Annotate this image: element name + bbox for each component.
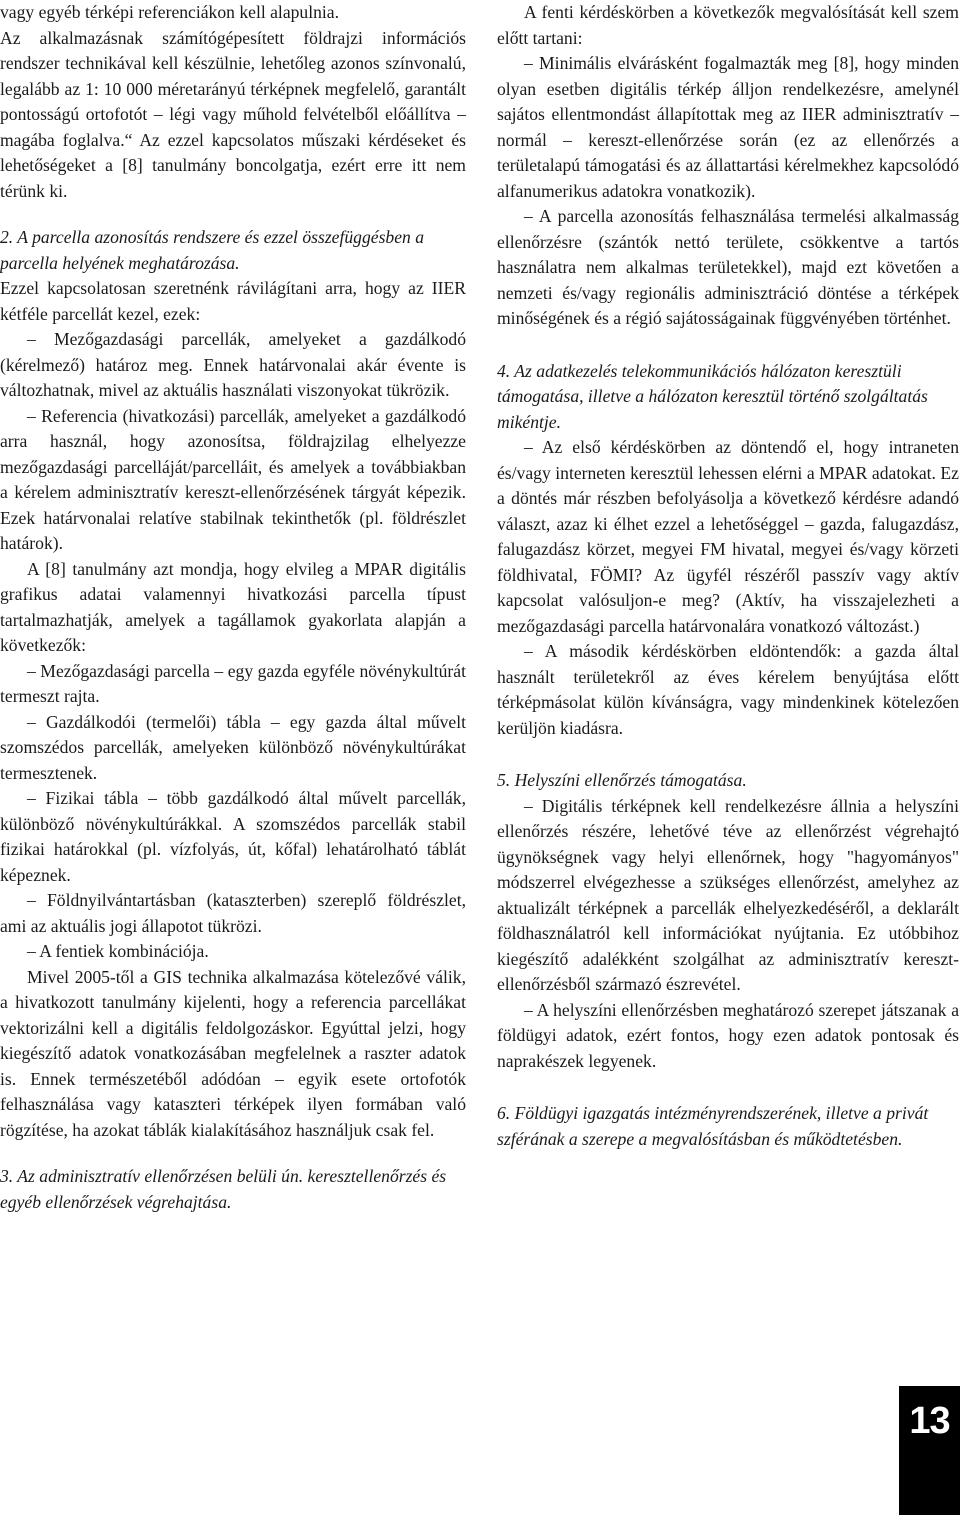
list-item: – A helyszíni ellenőrzésben meghatározó szerepet játszanak a földügyi adatok, ezért fontos, hogy ezen adatok pontosak és naprakészek legyenek. [497,999,959,1071]
section-heading-4: 4. Az adatkezelés telekommunikációs hálózaton keresztüli támogatása, illetve a hálózaton keresztül történő szolgáltatás mikéntje. [497,360,928,432]
paragraph: Ezzel kapcsolatosan szeretnénk rávilágítani arra, hogy az IIER kétféle parcellát kezel, ezek: [0,278,466,324]
right-column [497,0,959,1152]
list-item: – A második kérdéskörben eldöntendők: a gazda által használt területekről az éves kérelem benyújtása előtt térképmásolat külön kívánságra, vagy mindenkinek kötelezően kerüljön kiadásra. [497,641,959,738]
list-item: – Mezőgazdasági parcella – egy gazda egyféle növénykultúrát termeszt rajta. [0,660,466,706]
spacer [497,332,959,359]
spacer [0,1143,466,1164]
left-column [0,0,466,1215]
section-heading-6: 6. Földügyi igazgatás intézményrendszerének, illetve a privát szférának a szerepe a megvalósításban és működtetésben. [497,1103,929,1149]
list-item: – Az első kérdéskörben az döntendő el, hogy intraneten és/vagy interneten keresztül lehessen elérni a MPAR adatokat. Ez a döntés már részben befolyásolja a következő kérdésre adandó választ, azaz ki élhet ezzel a lehetőséggel – gazda, falugazdász, falugazdász körzet, megyei FM hivatal, megyei és/vagy körzeti földhivatal, FÖMI? Az ügyfél részéről passzív vagy aktív kapcsolat valósuljon-e meg? (Aktív, ha visszajelezheti a mezőgazdasági parcella határvonalára vonatkozó változást.) [497,437,959,636]
spacer [497,741,959,768]
list-item: – A parcella azonosítás felhasználása termelési alkalmasság ellenőrzésre (szántók nettó területe, csökkentve a tartós használatra nem alkalmas területekkel), majd ezt követően a nemzeti és/vagy regionális adminisztráció döntése a térképek minőségének és a régió sajátosságainak függvényében történhet. [497,206,959,328]
section-heading-3: 3. Az adminisztratív ellenőrzésen belüli ún. keresztellenőrzés és egyéb ellenőrzések végrehajtása. [0,1166,447,1212]
page-number-badge: 13 [899,1386,960,1515]
list-item: – Fizikai tábla – több gazdálkodó által művelt parcellák, különböző növénykultúrákkal. A szomszédos parcellák stabil fizikai határokkal (pl. vízfolyás, út, kőfal) lehatárolható táblát képeznek. [0,788,466,885]
list-item: – Földnyilvántartásban (kataszterben) szereplő földrészlet, ami az aktuális jogi állapotot tükrözi. [0,890,466,936]
section-heading-5: 5. Helyszíni ellenőrzés támogatása. [497,770,747,790]
list-item: – Digitális térképnek kell rendelkezésre állnia a helyszíni ellenőrzés részére, lehetővé téve az ellenőrzést végrehajtó ügynökségnek vagy helyi ellenőrnek, hogy "hagyományos" módszerrel elvégezhesse a szükséges ellenőrzést, amelyhez az aktualizált térképnek a parcellák elhelyezkedéséről, a deklarált földhasználatról kell információkat nyújtania. Ez utóbbihoz kiegészítő adalékként szolgálhat az adminisztratív kereszt-ellenőrzésből származó észrevétel. [497,795,959,994]
paragraph: Mivel 2005-től a GIS technika alkalmazása kötelezővé válik, a hivatkozott tanulmány kijelenti, hogy a referencia parcellákat vektorizálni kell a digitális feldolgozáskor. Egyúttal jelzi, hogy kiegészítő adatok vonatkozásában megfelelnek a raszter adatok is. Ennek természetéből adódóan – egyik esete ortofotók felhasználása vagy kataszteri térképek ilyen formában való rögzítése, ha azokat táblák kialakításához használjuk csak fel. [0,966,466,1140]
spacer [497,1074,959,1101]
section-heading-2: 2. A parcella azonosítás rendszere és ezzel összefüggésben a parcella helyének meghatározása. [0,227,425,273]
paragraph: vagy egyéb térképi referenciákon kell alapulnia. [0,2,340,22]
list-item: – Referencia (hivatkozási) parcellák, amelyeket a gazdálkodó arra használ, hogy azonosítsa, földrajzilag elhelyezze mezőgazdasági parcelláját/parcelláit, és amelyek a továbbiakban a kérelem adminisztratív kereszt-ellenőrzésének tárgyát képezik. Ezek határvonalai relatíve stabilnak tekinthetők (pl. földrészlet határok). [0,405,466,553]
paragraph: A fenti kérdéskörben a következők megvalósítását kell szem előtt tartani: [497,2,959,48]
list-item: – Gazdálkodói (termelői) tábla – egy gazda által művelt szomszédos parcellák, amelyeken különböző növénykultúrákat termesztenek. [0,711,466,783]
list-item: – Minimális elvárásként fogalmazták meg [8], hogy minden olyan esetben digitális térkép álljon rendelkezésre, amelynél sajátos ellentmondást állapítottak meg az IIER adminisztratív – normál – kereszt-ellenőrzése során (ez az ellenőrzés a területalapú támogatási és az állattartási kérelmekhez kapcsolódó alfanumerikus adatokra vonatkozik). [497,53,959,201]
spacer [0,204,466,225]
list-item: – Mezőgazdasági parcellák, amelyeket a gazdálkodó (kérelmező) határoz meg. Ennek határvonalai akár évente is változhatnak, mivel az aktuális használati viszonyokat tükrözik. [0,329,466,400]
paragraph: A [8] tanulmány azt mondja, hogy elvileg a MPAR digitális grafikus adatai valamennyi hivatkozási parcella típust tartalmazhatják, amelyek a tagállamok gyakorlata alapján a következők: [0,558,466,655]
paragraph: Az alkalmazásnak számítógépesített földrajzi információs rendszer technikával kell készülnie, lehetőleg azonos színvonalú, legalább az 1: 10 000 méretarányú térképnek megfelelő, garantált pontosságú ortofotót – légi vagy műhold felvételből előállítva – magába foglalva.“ Az ezzel kapcsolatos műszaki kérdéseket és lehetőségeket a [8] tanulmány boncolgatja, ezért erre itt nem térünk ki. [0,27,466,201]
list-item: – A fentiek kombinációja. [27,941,209,961]
